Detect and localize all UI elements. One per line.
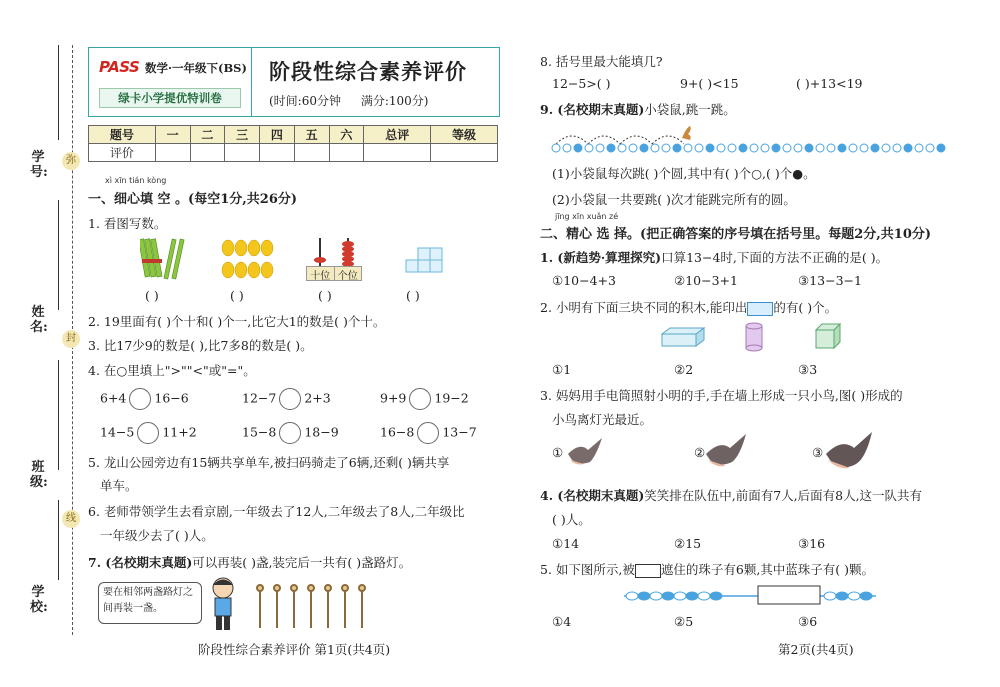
abacus-image bbox=[306, 236, 362, 280]
c1-option[interactable]: ①10−4+3 bbox=[552, 273, 616, 288]
series-label: 绿卡小学提优特训卷 bbox=[99, 88, 241, 108]
grade-label: 数学·一年级下(BS) bbox=[145, 61, 247, 75]
q4-expr: 12−7 2+3 bbox=[242, 388, 331, 410]
q6-text-cont: 一年级少去了( )人。 bbox=[100, 528, 214, 543]
score-cell[interactable] bbox=[225, 144, 260, 162]
q7-speech-bubble: 要在相邻两盏路灯之间再装一盏。 bbox=[98, 582, 202, 624]
seal-feng: 封 bbox=[62, 330, 80, 348]
margin-line bbox=[58, 500, 59, 580]
c4-option[interactable]: ②15 bbox=[674, 536, 702, 551]
q1-blank-3[interactable]: ( ) bbox=[318, 288, 332, 303]
c4-text-cont: ( )人。 bbox=[552, 512, 591, 527]
q8-text: 8. 括号里最大能填几? bbox=[540, 54, 663, 69]
school-label: 学校: bbox=[30, 585, 48, 615]
street-lamps-image bbox=[252, 580, 382, 630]
score-cell[interactable] bbox=[364, 144, 431, 162]
section2-title: 二、精心 选 择。(把正确答案的序号填在括号里。每题2分,共10分) bbox=[540, 227, 932, 242]
name-label: 姓名: bbox=[30, 305, 48, 335]
q8-item: 12−5>( ) bbox=[552, 76, 611, 91]
c2-text: 2. 小明有下面三块不同的积木,能印出 的有( )个。 bbox=[540, 300, 838, 315]
score-row-label: 评价 bbox=[89, 144, 156, 162]
margin-line bbox=[58, 200, 59, 310]
section1-pinyin: xì xīn tián kòng bbox=[105, 176, 167, 185]
c3-text-cont: 小鸟离灯光最近。 bbox=[552, 412, 653, 427]
seal-mi: 弥 bbox=[62, 152, 80, 170]
score-cell[interactable] bbox=[190, 144, 225, 162]
c4-option[interactable]: ①14 bbox=[552, 536, 580, 551]
q4-expr: 14−5 11+2 bbox=[100, 422, 197, 444]
class-label: 班级: bbox=[30, 460, 48, 490]
c1-option[interactable]: ②10−3+1 bbox=[674, 273, 738, 288]
sticks-bundle-image bbox=[140, 235, 190, 283]
c2-option[interactable]: ①1 bbox=[552, 362, 572, 377]
footer-right: 第2页(共4页) bbox=[778, 642, 854, 657]
q1-blank-2[interactable]: ( ) bbox=[230, 288, 244, 303]
score-header: 三 bbox=[225, 126, 260, 144]
header-brand-box bbox=[89, 48, 252, 116]
c2-option[interactable]: ③3 bbox=[798, 362, 818, 377]
bird-shadow-small-image bbox=[566, 436, 606, 470]
c5-option[interactable]: ③6 bbox=[798, 614, 818, 629]
pears-image bbox=[220, 238, 276, 282]
c3-option[interactable]: ③ bbox=[812, 445, 824, 460]
c4-text: 4. (名校期末真题)笑笑排在队伍中,前面有7人,后面有8人,这一队共有 bbox=[540, 488, 923, 503]
q9-text: 9. (名校期末真题)小袋鼠,跳一跳。 bbox=[540, 102, 736, 117]
score-cell[interactable] bbox=[155, 144, 190, 162]
beads-image bbox=[622, 584, 878, 608]
q4-expr: 16−8 13−7 bbox=[380, 422, 477, 444]
paper-header bbox=[88, 47, 500, 117]
q8-item: ( )+13<19 bbox=[796, 76, 863, 91]
compare-circle[interactable] bbox=[129, 388, 151, 410]
section2-pinyin: jīng xīn xuǎn zé bbox=[555, 212, 619, 221]
score-cell[interactable] bbox=[260, 144, 295, 162]
c1-option[interactable]: ③13−3−1 bbox=[798, 273, 862, 288]
q2-text: 2. 19里面有( )个十和( )个一,比它大1的数是( )个十。 bbox=[88, 314, 386, 329]
score-header: 总评 bbox=[364, 126, 431, 144]
q9-sub1: (1)小袋鼠每次跳( )个圆,其中有( )个○,( )个●。 bbox=[552, 166, 816, 181]
compare-circle[interactable] bbox=[279, 422, 301, 444]
bird-shadow-large-image bbox=[824, 430, 874, 474]
score-table bbox=[88, 125, 498, 162]
print-rectangle-icon bbox=[747, 302, 773, 316]
compare-circle[interactable] bbox=[409, 388, 431, 410]
cover-rectangle-icon bbox=[635, 564, 661, 578]
paper-title: 阶段性综合素养评价 bbox=[269, 59, 467, 84]
bird-shadow-medium-image bbox=[704, 432, 748, 472]
exam-meta bbox=[269, 92, 428, 109]
c3-option[interactable]: ① bbox=[552, 445, 564, 460]
score-header: 二 bbox=[190, 126, 225, 144]
c4-tag: 4. (名校期末真题) bbox=[540, 488, 645, 503]
compare-circle[interactable] bbox=[417, 422, 439, 444]
pass-logo: PASS bbox=[99, 58, 140, 76]
abacus-tens-label: 十位 bbox=[307, 267, 335, 280]
q8-item: 9+( )<15 bbox=[680, 76, 739, 91]
q9-tag: 9. (名校期末真题) bbox=[540, 102, 645, 117]
score-cell[interactable] bbox=[329, 144, 364, 162]
c1-text: 1. (新趋势·算理探究)口算13−4时,下面的方法不正确的是( )。 bbox=[540, 250, 889, 265]
section1-title: 一、细心填 空 。(每空1分,共26分) bbox=[88, 192, 298, 207]
score-cell[interactable] bbox=[294, 144, 329, 162]
boy-image bbox=[206, 576, 240, 632]
q1-blank-4[interactable]: ( ) bbox=[406, 288, 420, 303]
c5-option[interactable]: ②5 bbox=[674, 614, 694, 629]
score-header: 五 bbox=[294, 126, 329, 144]
score-header: 六 bbox=[329, 126, 364, 144]
q4-expr: 15−8 18−9 bbox=[242, 422, 339, 444]
c5-option[interactable]: ①4 bbox=[552, 614, 572, 629]
student-id-label: 学号: bbox=[30, 150, 48, 180]
abacus-ones-label: 个位 bbox=[337, 271, 358, 282]
c4-option[interactable]: ③16 bbox=[798, 536, 826, 551]
time-limit: (时间:60分钟 bbox=[269, 94, 341, 108]
score-header: 四 bbox=[260, 126, 295, 144]
q3-text: 3. 比17少9的数是( ),比7多8的数是( )。 bbox=[88, 338, 313, 353]
kangaroo-circles-image bbox=[548, 122, 958, 156]
c5-text: 5. 如下图所示,被 遮住的珠子有6颗,其中蓝珠子有( )颗。 bbox=[540, 562, 875, 577]
seal-xian: 线 bbox=[62, 510, 80, 528]
q9-sub2: (2)小袋鼠一共要跳( )次才能跳完所有的圆。 bbox=[552, 192, 796, 207]
q4-expr: 9+9 19−2 bbox=[380, 388, 469, 410]
score-header: 等级 bbox=[431, 126, 498, 144]
cubes-image bbox=[402, 238, 446, 282]
compare-circle[interactable] bbox=[137, 422, 159, 444]
blocks-image bbox=[660, 320, 860, 354]
q5-text-cont: 单车。 bbox=[100, 478, 138, 493]
full-score: 满分:100分) bbox=[360, 94, 429, 108]
margin-line bbox=[58, 45, 59, 140]
compare-circle[interactable] bbox=[279, 388, 301, 410]
score-header: 一 bbox=[155, 126, 190, 144]
q4-expr: 6+4 16−6 bbox=[100, 388, 189, 410]
q5-text: 5. 龙山公园旁边有15辆共享单车,被扫码骑走了6辆,还剩( )辆共享 bbox=[88, 455, 450, 470]
q7-text: 7. (名校期末真题)可以再装( )盏,装完后一共有( )盏路灯。 bbox=[88, 555, 412, 570]
q1-text: 1. 看图写数。 bbox=[88, 216, 167, 231]
score-header: 题号 bbox=[89, 126, 156, 144]
q6-text: 6. 老师带领学生去看京剧,一年级去了12人,二年级去了8人,二年级比 bbox=[88, 504, 465, 519]
margin-line bbox=[58, 360, 59, 470]
q1-blank-1[interactable]: ( ) bbox=[145, 288, 159, 303]
footer-left: 阶段性综合素养评价 第1页(共4页) bbox=[198, 642, 391, 657]
c3-option[interactable]: ② bbox=[694, 445, 706, 460]
score-cell[interactable] bbox=[431, 144, 498, 162]
q7-tag: 7. (名校期末真题) bbox=[88, 555, 193, 570]
c2-option[interactable]: ②2 bbox=[674, 362, 694, 377]
c1-tag: 1. (新趋势·算理探究) bbox=[540, 250, 662, 265]
c3-text: 3. 妈妈用手电筒照射小明的手,手在墙上形成一只小鸟,图( )形成的 bbox=[540, 388, 903, 403]
kangaroo-icon bbox=[682, 126, 691, 140]
q4-text: 4. 在○里填上">""<"或"="。 bbox=[88, 363, 256, 378]
